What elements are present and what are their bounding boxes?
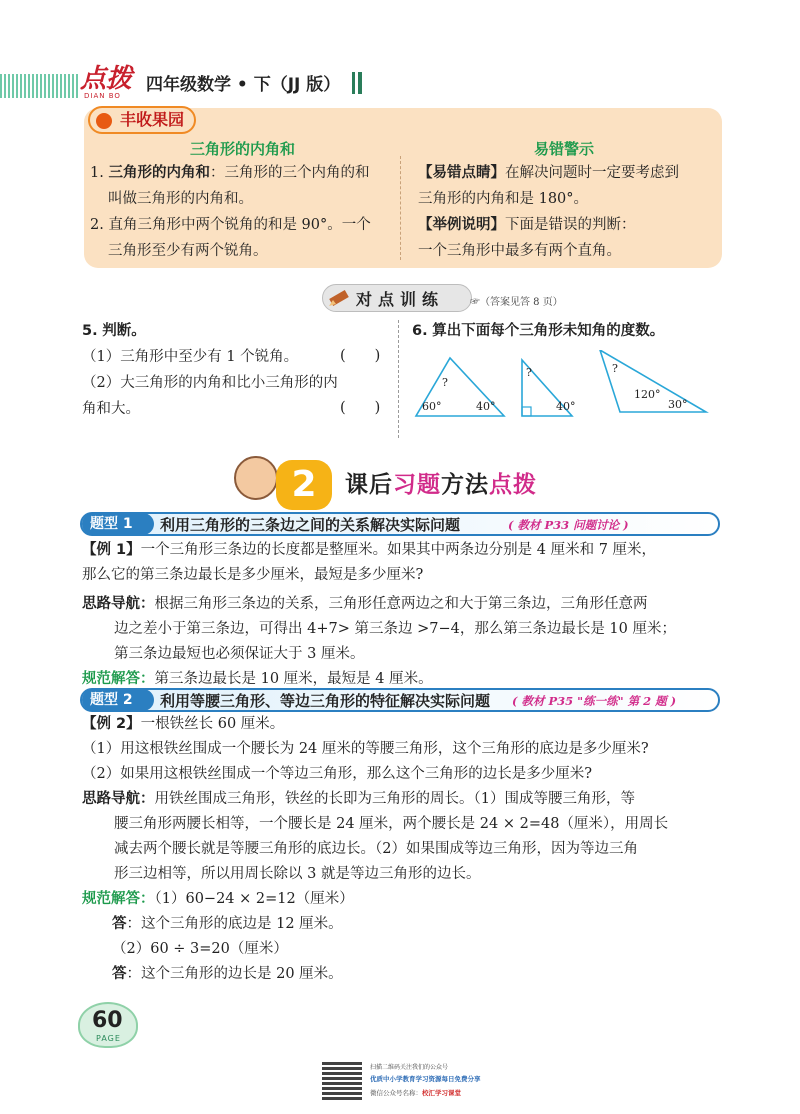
type1-answer: 规范解答：第三条边最长是 10 厘米，最短是 4 厘米。: [82, 671, 433, 687]
mascot-icon: [234, 456, 278, 500]
question-divider: [398, 320, 399, 438]
type2-tag: 题型 2: [82, 689, 154, 711]
type2-title: 利用等腰三角形、等边三角形的特征解决实际问题: [160, 692, 491, 710]
left-item2-line1: 2. 直角三角形中两个锐角的和是 90°。一个: [90, 217, 371, 233]
right-column-title: 易错警示: [534, 140, 595, 158]
tri1-angle-b: 40°: [476, 400, 496, 413]
type2-answer-line2: 答：这个三角形的底边是 12 厘米。: [112, 916, 343, 932]
q5-line1: （1）三角形中至少有 1 个锐角。: [82, 349, 299, 365]
right-line1: 【易错点睛】在解决问题时一定要考虑到: [418, 164, 679, 181]
left-column-body: [90, 160, 400, 264]
header-stripe: [0, 74, 78, 98]
left-item2-line2: 三角形至少有两个锐角。: [108, 243, 268, 259]
footer-line3: 微信公众号名称：校汇学习课堂: [370, 1089, 461, 1097]
type2-guide-line3: 减去两个腰长就是等腰三角形的底边长。（2）如果围成等边三角形，因为等边三角: [114, 841, 638, 857]
right-column-body: [418, 160, 718, 264]
type2-reference: ( 教材 P35 "练一练" 第 2 题 ): [512, 694, 677, 708]
type2-example-line2: （1）用这根铁丝围成一个腰长为 24 厘米的等腰三角形，这个三角形的底边是多少厘米?: [82, 741, 649, 757]
tri1-unknown: ?: [442, 376, 448, 389]
type2-example-line3: （2）如果用这根铁丝围成一个等边三角形，那么这个三角形的边长是多少厘米?: [82, 766, 592, 782]
pin-icon: [96, 113, 112, 129]
logo-text: 点拨: [80, 64, 133, 94]
summary-divider: [400, 156, 401, 260]
type2-guide-line4: 形三边相等，所以用周长除以 3 就是等边三角形的边长。: [114, 866, 481, 882]
type1-example-line2: 那么它的第三条边最长是多少厘米，最短是多少厘米?: [82, 567, 424, 583]
type1-tag: 题型 1: [82, 513, 154, 535]
type1-reference: ( 教材 P33 问题讨论 ): [508, 518, 629, 532]
footer-line2: 优质中小学教育学习资源每日免费分享: [370, 1075, 481, 1083]
left-item1-line2: 叫做三角形的内角和。: [108, 191, 253, 207]
tri3-unknown: ?: [612, 362, 618, 375]
logo-sub: DIAN BO: [84, 92, 121, 100]
type2-guide-line1: 思路导航：用铁丝围成三角形，铁丝的长即为三角形的周长。（1）围成等腰三角形，等: [82, 791, 635, 807]
type2-guide-line2: 腰三角形两腰长相等，一个腰长是 24 厘米，两个腰长是 24 × 2=48（厘米），用周长: [114, 816, 669, 832]
tri3-angle-a: 120°: [634, 388, 661, 401]
right-line3: 【举例说明】下面是错误的判断：: [418, 216, 636, 233]
pencil-icon: [326, 286, 352, 310]
training-label: 对点训练: [356, 290, 445, 309]
tri3-angle-b: 30°: [668, 398, 688, 411]
q5-answer-2[interactable]: ( ): [340, 400, 381, 416]
triangle-3: [600, 350, 706, 412]
q5-title-line: 5. 判断。: [82, 323, 146, 339]
tri2-angle-b: 40°: [556, 400, 576, 413]
tri1-angle-a: 60°: [422, 400, 442, 413]
right-line2: 三角形的内角和是 180°。: [418, 191, 589, 207]
type2-example: [82, 712, 722, 987]
q5-answer-1[interactable]: ( ): [340, 348, 381, 364]
footer-line1: 扫描二维码关注我们的公众号: [370, 1064, 449, 1071]
type1-title: 利用三角形的三条边之间的关系解决实际问题: [160, 516, 461, 534]
page-word: PAGE: [96, 1034, 121, 1043]
right-line4: 一个三角形中最多有两个直角。: [418, 243, 621, 259]
left-item1-line1: 1. 三角形的内角和：三角形的三个内角的和: [90, 164, 370, 181]
training-hint: ☞（答案见答 8 页）: [470, 297, 563, 308]
qr-code-icon[interactable]: [322, 1060, 362, 1100]
type2-answer-line4: 答：这个三角形的边长是 20 厘米。: [112, 966, 343, 982]
header-bars: [352, 72, 362, 94]
publisher-logo: [80, 64, 138, 102]
section-title: 课后习题方法点拨: [345, 472, 537, 498]
type1-example-line1: 【例 1】一个三角形三条边的长度都是整厘米。如果其中两条边分别是 4 厘米和 7 厘米，: [82, 542, 657, 558]
right-angle-mark: [522, 407, 531, 416]
type1-guide-line1: 思路导航：根据三角形三条边的关系，三角形任意两边之和大于第三条边，三角形任意两: [82, 596, 648, 612]
section-number: 2: [276, 460, 332, 510]
type2-example-line1: 【例 2】一根铁丝长 60 厘米。: [82, 716, 285, 732]
type2-answer-line1: 规范解答：（1）60−24 × 2=12（厘米）: [82, 891, 354, 907]
type1-example: [82, 538, 722, 692]
question-6-title: 6. 算出下面每个三角形未知角的度数。: [412, 323, 665, 339]
type2-answer-line3: （2）60 ÷ 3=20（厘米）: [112, 941, 288, 957]
page-number: 60: [92, 1008, 123, 1033]
summary-tag: [88, 106, 196, 134]
type1-guide-line3: 第三条边最短也必须保证大于 3 厘米。: [114, 646, 365, 662]
book-title: 四年级数学 • 下（JJ 版）: [146, 75, 341, 95]
summary-tag-label: 丰收果园: [120, 110, 185, 129]
tri2-unknown: ?: [526, 366, 532, 379]
type1-guide-line2: 边之差小于第三条边，可得出 4+7> 第三条边 >7−4，那么第三条边最长是 10 厘米；: [114, 621, 676, 637]
q5-line3: 角和大。: [82, 401, 140, 417]
q5-line2: （2）大三角形的内角和比小三角形的内: [82, 375, 338, 391]
left-column-title: 三角形的内角和: [190, 140, 296, 158]
